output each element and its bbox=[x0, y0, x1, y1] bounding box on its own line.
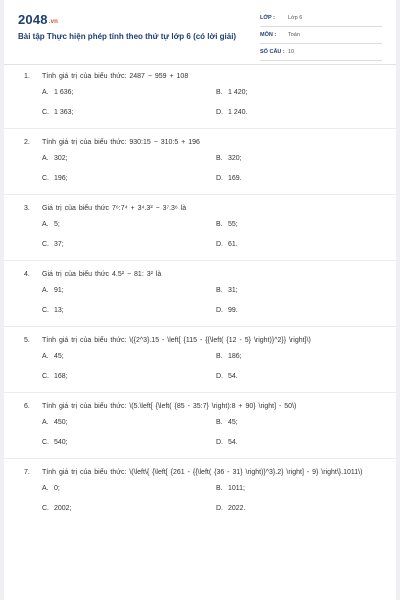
answer-options bbox=[4, 352, 396, 382]
question-number: 3. bbox=[24, 205, 30, 212]
question-2 bbox=[4, 138, 396, 184]
option-d[interactable] bbox=[216, 438, 238, 448]
option-c[interactable] bbox=[42, 240, 64, 250]
option-letter: A. bbox=[42, 485, 49, 492]
question-line bbox=[4, 336, 396, 346]
question-line bbox=[4, 270, 396, 280]
option-b[interactable] bbox=[216, 418, 238, 428]
meta-value: Toán bbox=[288, 32, 300, 38]
option-value: 13; bbox=[54, 307, 64, 314]
option-letter: D. bbox=[216, 373, 223, 380]
question-text: Giá trị của biểu thức 7⁶:7⁴ + 3⁴.3² − 3⁷.3⁶ là bbox=[42, 205, 187, 212]
option-letter: D. bbox=[216, 307, 223, 314]
question-5 bbox=[4, 336, 396, 382]
meta-label: MÔN : bbox=[260, 32, 277, 38]
option-a[interactable] bbox=[42, 352, 64, 362]
question-text: Tính giá trị của biểu thức: \({2^3}.15 - \left[ {115 - {{\left( {12 - 5} \right)}^2}} \right]\) bbox=[42, 337, 311, 344]
option-a[interactable] bbox=[42, 286, 64, 296]
option-letter: C. bbox=[42, 505, 49, 512]
option-letter: A. bbox=[42, 419, 49, 426]
meta-label: SỐ CÂU : bbox=[260, 49, 285, 55]
option-c[interactable] bbox=[42, 108, 73, 118]
answer-options bbox=[4, 88, 396, 118]
option-letter: B. bbox=[216, 485, 223, 492]
question-number: 7. bbox=[24, 469, 30, 476]
option-value: 196; bbox=[54, 175, 68, 182]
option-value: 5; bbox=[54, 221, 60, 228]
option-value: 55; bbox=[228, 221, 238, 228]
option-letter: C. bbox=[42, 439, 49, 446]
option-a[interactable] bbox=[42, 154, 68, 164]
option-d[interactable] bbox=[216, 372, 238, 382]
option-a[interactable] bbox=[42, 220, 60, 230]
option-a[interactable] bbox=[42, 484, 60, 494]
question-text: Tính giá trị của biểu thức: 2487 − 959 + 108 bbox=[42, 73, 189, 80]
question-line bbox=[4, 402, 396, 412]
logo-text: 2048 bbox=[18, 12, 48, 27]
option-value: 91; bbox=[54, 287, 64, 294]
divider bbox=[4, 392, 396, 393]
option-d[interactable] bbox=[216, 240, 238, 250]
option-value: 99. bbox=[228, 307, 238, 314]
option-value: 0; bbox=[54, 485, 60, 492]
answer-options bbox=[4, 154, 396, 184]
answer-options bbox=[4, 286, 396, 316]
option-letter: B. bbox=[216, 155, 223, 162]
question-number: 4. bbox=[24, 271, 30, 278]
question-number: 2. bbox=[24, 139, 30, 146]
meta-value: 10 bbox=[288, 49, 295, 55]
meta-label: LỚP : bbox=[260, 15, 275, 21]
option-value: 302; bbox=[54, 155, 68, 162]
answer-options bbox=[4, 418, 396, 448]
divider bbox=[4, 194, 396, 195]
option-c[interactable] bbox=[42, 306, 64, 316]
option-value: 1 363; bbox=[54, 109, 74, 116]
meta-row-subject bbox=[260, 30, 382, 44]
option-d[interactable] bbox=[216, 108, 247, 118]
option-letter: C. bbox=[42, 175, 49, 182]
option-letter: C. bbox=[42, 241, 49, 248]
option-a[interactable] bbox=[42, 88, 73, 98]
question-3 bbox=[4, 204, 396, 250]
option-letter: A. bbox=[42, 155, 49, 162]
question-line bbox=[4, 468, 396, 478]
document-title: Bài tập Thực hiện phép tính theo thứ tự lớp 6 (có lời giải) bbox=[18, 32, 237, 41]
document-meta bbox=[260, 13, 382, 64]
option-letter: A. bbox=[42, 287, 49, 294]
question-number: 1. bbox=[24, 73, 30, 80]
option-value: 54. bbox=[228, 373, 238, 380]
question-list bbox=[4, 72, 396, 514]
question-line bbox=[4, 138, 396, 148]
logo-domain: .vn bbox=[48, 19, 59, 25]
answer-options bbox=[4, 220, 396, 250]
option-a[interactable] bbox=[42, 418, 68, 428]
question-line bbox=[4, 204, 396, 214]
option-b[interactable] bbox=[216, 352, 242, 362]
option-value: 1 636; bbox=[54, 89, 74, 96]
option-letter: D. bbox=[216, 109, 223, 116]
question-line bbox=[4, 72, 396, 82]
option-letter: C. bbox=[42, 307, 49, 314]
option-letter: B. bbox=[216, 353, 223, 360]
document-page bbox=[4, 0, 396, 600]
option-letter: B. bbox=[216, 89, 223, 96]
option-value: 1 240. bbox=[228, 109, 248, 116]
option-letter: D. bbox=[216, 175, 223, 182]
option-value: 1 420; bbox=[228, 89, 248, 96]
option-letter: B. bbox=[216, 287, 223, 294]
option-value: 54. bbox=[228, 439, 238, 446]
question-6 bbox=[4, 402, 396, 448]
question-7 bbox=[4, 468, 396, 514]
option-value: 37; bbox=[54, 241, 64, 248]
option-value: 45; bbox=[54, 353, 64, 360]
option-b[interactable] bbox=[216, 154, 242, 164]
answer-options bbox=[4, 484, 396, 514]
option-value: 169. bbox=[228, 175, 242, 182]
option-c[interactable] bbox=[42, 504, 72, 514]
question-text: Tính giá trị của biểu thức: 930:15 − 310:5 + 196 bbox=[42, 139, 200, 146]
option-value: 450; bbox=[54, 419, 68, 426]
option-d[interactable] bbox=[216, 306, 238, 316]
option-letter: C. bbox=[42, 109, 49, 116]
meta-row-count bbox=[260, 47, 382, 61]
meta-value: Lớp 6 bbox=[288, 15, 303, 21]
site-logo[interactable] bbox=[18, 12, 58, 27]
option-value: 2022. bbox=[228, 505, 246, 512]
option-value: 45; bbox=[228, 419, 238, 426]
question-text: Tính giá trị của biểu thức: \(5.\left[ {\left( {85 - 35:7} \right):8 + 90} \right] - 50\) bbox=[42, 403, 297, 410]
option-letter: B. bbox=[216, 419, 223, 426]
option-c[interactable] bbox=[42, 438, 68, 448]
option-letter: D. bbox=[216, 241, 223, 248]
divider bbox=[4, 326, 396, 327]
question-number: 6. bbox=[24, 403, 30, 410]
question-text: Tính giá trị của biểu thức: \(\left\{ {\left[ {261 - {{\left( {36 - 31} \right)}^3}.2} \right] - 9} \right\}.1011\) bbox=[42, 469, 363, 476]
divider bbox=[4, 128, 396, 129]
document-header bbox=[4, 0, 396, 65]
question-number: 5. bbox=[24, 337, 30, 344]
option-b[interactable] bbox=[216, 286, 238, 296]
option-letter: D. bbox=[216, 439, 223, 446]
option-b[interactable] bbox=[216, 220, 238, 230]
option-value: 61. bbox=[228, 241, 238, 248]
option-letter: A. bbox=[42, 89, 49, 96]
option-value: 2002; bbox=[54, 505, 72, 512]
option-value: 31; bbox=[228, 287, 238, 294]
option-value: 320; bbox=[228, 155, 242, 162]
divider bbox=[4, 260, 396, 261]
meta-row-grade bbox=[260, 13, 382, 27]
option-letter: B. bbox=[216, 221, 223, 228]
option-value: 168; bbox=[54, 373, 68, 380]
option-value: 186; bbox=[228, 353, 242, 360]
option-c[interactable] bbox=[42, 174, 68, 184]
option-letter: A. bbox=[42, 221, 49, 228]
question-4 bbox=[4, 270, 396, 316]
question-1 bbox=[4, 72, 396, 118]
option-letter: C. bbox=[42, 373, 49, 380]
question-text: Giá trị của biểu thức 4.5² − 81: 3² là bbox=[42, 271, 162, 278]
option-d[interactable] bbox=[216, 504, 246, 514]
option-letter: A. bbox=[42, 353, 49, 360]
option-b[interactable] bbox=[216, 88, 247, 98]
option-value: 1011; bbox=[228, 485, 245, 492]
divider bbox=[4, 458, 396, 459]
option-b[interactable] bbox=[216, 484, 245, 494]
option-value: 540; bbox=[54, 439, 68, 446]
option-letter: D. bbox=[216, 505, 223, 512]
option-d[interactable] bbox=[216, 174, 242, 184]
option-c[interactable] bbox=[42, 372, 68, 382]
